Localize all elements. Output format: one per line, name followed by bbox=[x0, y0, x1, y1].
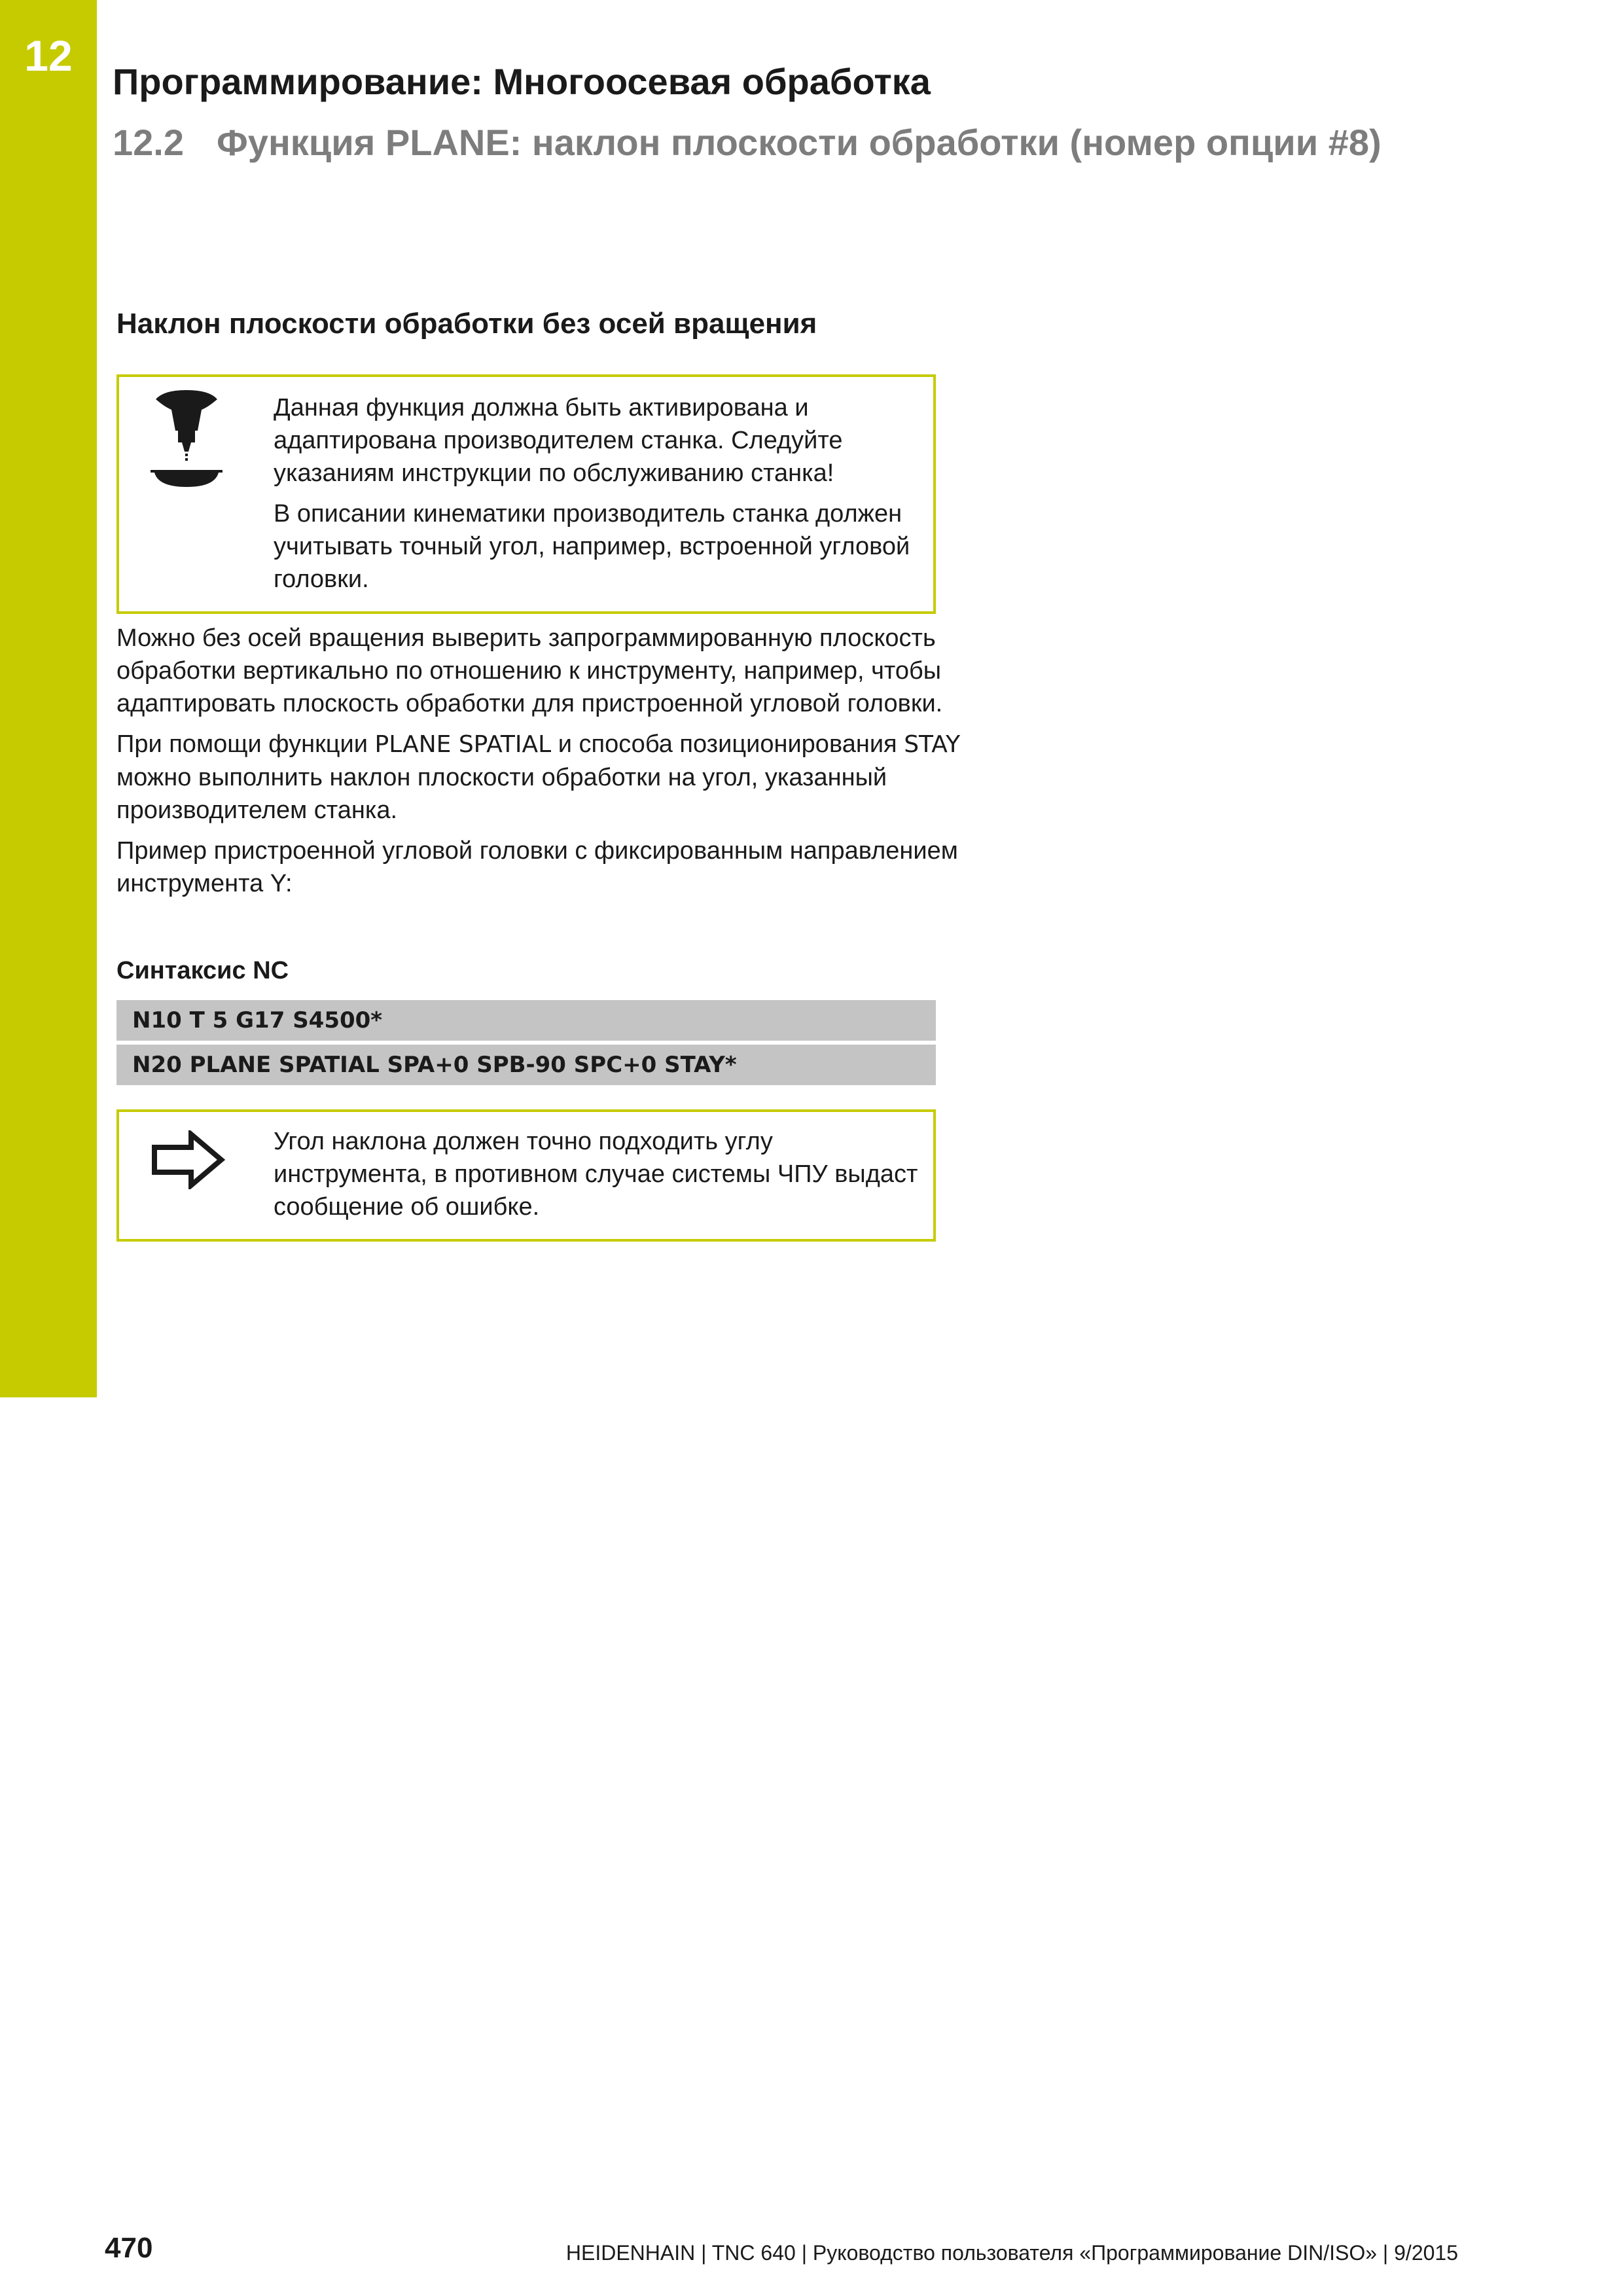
chapter-tab bbox=[0, 0, 97, 1397]
section-number: 12.2 bbox=[113, 122, 184, 163]
machine-icon bbox=[151, 390, 223, 488]
note-paragraph: В описании кинематики производитель станка должен учитывать точный угол, например, встроенной угловой головки. bbox=[274, 500, 910, 593]
keyword-stay: STAY bbox=[904, 731, 961, 758]
body-paragraph: Можно без осей вращения выверить запрограммированную плоскость обработки вертикально по отношению к инструменту, например, чтобы адаптировать плоскость обработки для пристроенной угловой головки. bbox=[116, 624, 943, 717]
chapter-number: 12 bbox=[24, 31, 73, 80]
footer-text: HEIDENHAIN | TNC 640 | Руководство пользователя «Программирование DIN/ISO» | 9/2015 bbox=[565, 2241, 1458, 2265]
text-span: можно выполнить наклон плоскости обработки на угол, указанный производителем станка. bbox=[116, 764, 887, 824]
subsection-heading: Наклон плоскости обработки без осей вращения bbox=[116, 308, 817, 340]
text-span: и способа позиционирования bbox=[551, 730, 904, 758]
body-text bbox=[116, 622, 967, 908]
body-paragraph bbox=[116, 728, 967, 827]
syntax-heading: Синтаксис NC bbox=[116, 957, 289, 984]
machine-note-text bbox=[274, 391, 920, 603]
tip-note-text: Угол наклона должен точно подходить углу инструмента, в противном случае системы ЧПУ выдаст сообщение об ошибке. bbox=[274, 1128, 918, 1221]
text-span: При помощи функции bbox=[116, 730, 375, 758]
chapter-title: Программирование: Многоосевая обработка bbox=[113, 61, 931, 102]
page-number: 470 bbox=[105, 2232, 153, 2264]
arrow-icon bbox=[151, 1130, 226, 1189]
body-paragraph: Пример пристроенной угловой головки с фиксированным направлением инструмента Y: bbox=[116, 837, 958, 897]
section-title bbox=[113, 121, 1382, 164]
code-line: N10 T 5 G17 S4500* bbox=[116, 1000, 936, 1041]
tip-note-box bbox=[116, 1109, 936, 1242]
code-line: N20 PLANE SPATIAL SPA+0 SPB-90 SPC+0 STAY* bbox=[116, 1045, 936, 1085]
keyword-plane-spatial: PLANE SPATIAL bbox=[374, 731, 552, 758]
section-title-text: Функция PLANE: наклон плоскости обработки (номер опции #8) bbox=[217, 122, 1382, 163]
machine-note-box bbox=[116, 374, 936, 614]
note-paragraph: Данная функция должна быть активирована и адаптирована производителем станка. Следуйте указаниям инструкции по обслуживанию станка! bbox=[274, 394, 843, 487]
